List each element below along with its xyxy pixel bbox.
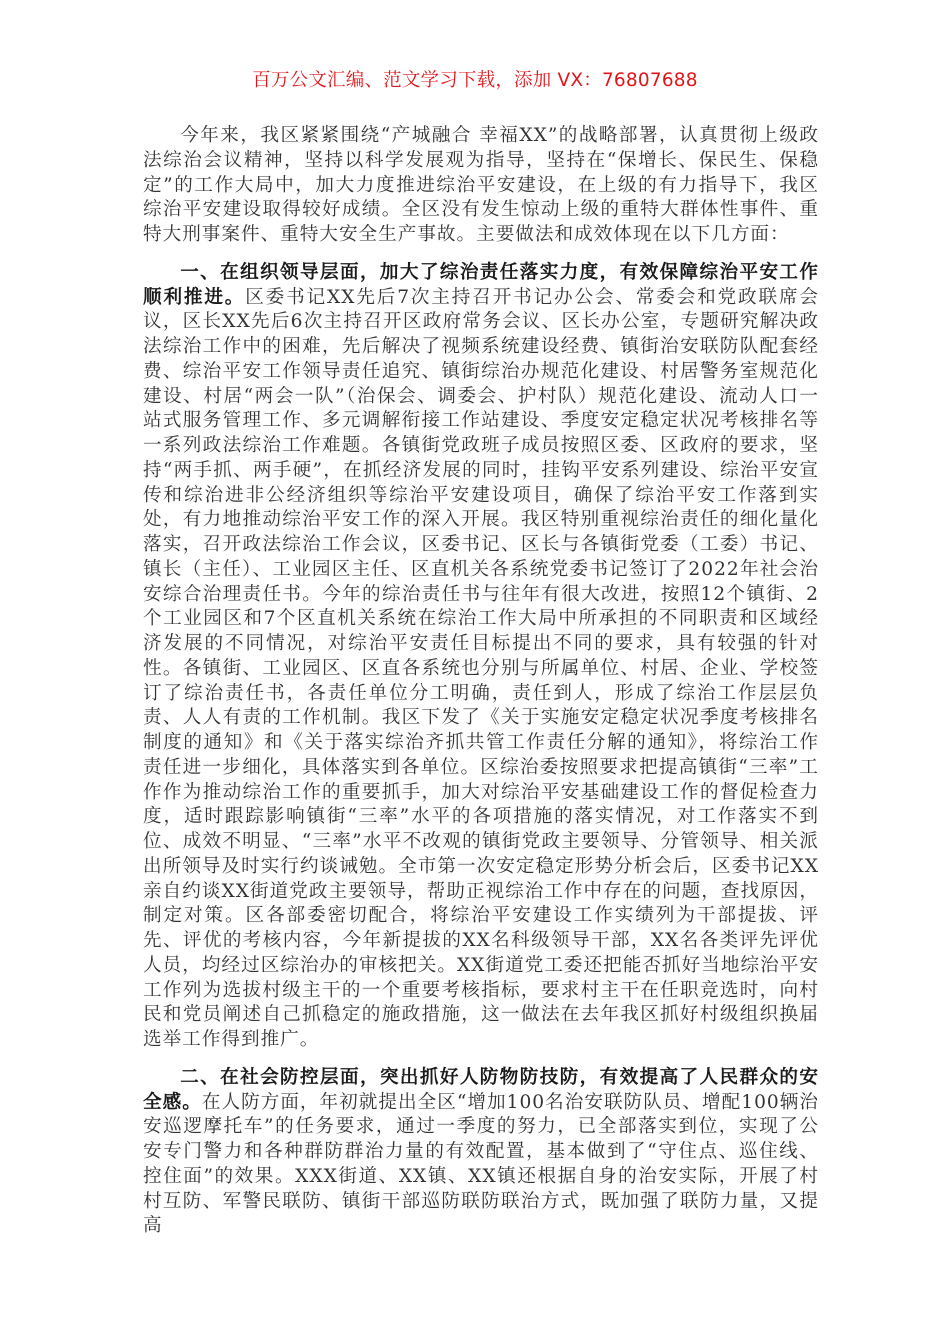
section-2-heading: 二、在社会防控层面，突出抓好人防物防技防，有效提高了人民群众的安全感。	[143, 1066, 819, 1113]
section-2-paragraph	[143, 1066, 819, 1239]
section-1-heading: 一、在组织领导层面，加大了综治责任落实力度，有效保障综治平安工作顺利推进。	[143, 261, 819, 308]
intro-paragraph	[143, 124, 819, 248]
paragraph-text: 区委书记XX先后7次主持召开书记办公会、常委会和党政联席会议，区长XX先后6次主持召开区政府常务会议、区长办公室，专题研究解决政法综治工作中的困难，先后解决了视频系统建设经费、镇街治安联防队配套经费、综治平安工作领导责任追究、镇街综治办规范化建设、村居警务室规范化建设、村居“两会一队”（治保会、调委会、护村队）规范化建设、流动人口一站式服务管理工作、多元调解衔接工作站建设、季度安定稳定状况考核排名等一系列政法综治工作难题。各镇街党政班子成员按照区委、区政府的要求，坚持“两手抓、两手硬”，在抓经济发展的同时，挂钩平安系列建设、综治平安宣传和综治进非公经济组织等综治平安建设项目，确保了综治平安工作落到实处，有力地推动综治平安工作的深入开展。我区特别重视综治责任的细化量化落实，召开政法综治工作会议，区委书记、区长与各镇街党委（工委）书记、镇长（主任）、工业园区主任、区直机关各系统党委书记签订了2022年社会治安综合治理责任书。今年的综治责任书与往年有很大改进，按照12个镇街、2个工业园区和7个区直机关系统在综治工作大局中所承担的不同职责和区域经济发展的不同情况，对综治平安责任目标提出不同的要求，具有较强的针对性。各镇街、工业园区、区直各系统也分别与所属单位、村居、企业、学校签订了综治责任书，各责任单位分工明确，责任到人，形成了综治工作层层负责、人人有责的工作机制。我区下发了《关于实施安定稳定状况季度考核排名制度的通知》和《关于落实综治齐抓共管工作责任分解的通知》，将综治工作责任进一步细化，具体落实到各单位。区综治委按照要求把提高镇街“三率”工作作为推动综治工作的重要抓手，加大对综治平安基础建设工作的督促检查力度，适时跟踪影响镇街“三率”水平的各项措施的落实情况，对工作落实不到位、成效不明显、“三率”水平不改观的镇街党政主要领导、分管领导、相关派出所领导及时实行约谈诫勉。全市第一次安定稳定形势分析会后，区委书记XX亲自约谈XX街道党政主要领导，帮助正视综治工作中存在的问题，查找原因，制定对策。区各部委密切配合，将综治平安建设工作实绩列为干部提拔、评先、评优的考核内容，今年新提拔的XX名科级领导干部，XX名各类评先评优人员，均经过区综治办的审核把关。XX街道党工委还把能否抓好当地综治平安工作列为选拔村级主干的一个重要考核指标，要求村主干在任职竞选时，向村民和党员阐述自己抓稳定的施政措施，这一做法在去年我区抓好村级组织换届选举工作得到推广。	[143, 286, 819, 1050]
paragraph-text: 今年来，我区紧紧围绕“产城融合 幸福XX”的战略部署，认真贯彻上级政法综治会议精神，坚持以科学发展观为指导，坚持在“保增长、保民生、保稳定”的工作大局中，加大力度推进综治平安建设，在上级的有力指导下，我区综治平安建设取得较好成绩。全区没有发生惊动上级的重特大群体性事件、重特大刑事案件、重特大安全生产事故。主要做法和成效体现在以下几方面：	[143, 125, 819, 245]
paragraph-text: 在人防方面，年初就提出全区“增加100名治安联防队员、增配100辆治安巡逻摩托车”的任务要求，通过一季度的努力，已全部落实到位，实现了公安专门警力和各种群防群治力量的有效配置，基本做到了“守住点、巡住线、控住面”的效果。XXX街道、XX镇、XX镇还根据自身的治安实际，开展了村村互防、军警民联防、镇街干部巡防联防联治方式，既加强了联防力量，又提高	[143, 1091, 819, 1237]
section-1-paragraph	[143, 261, 819, 1053]
promo-banner: 百万公文汇编、范文学习下载，添加 VX：76807688	[252, 70, 698, 91]
document-body	[143, 124, 819, 1239]
